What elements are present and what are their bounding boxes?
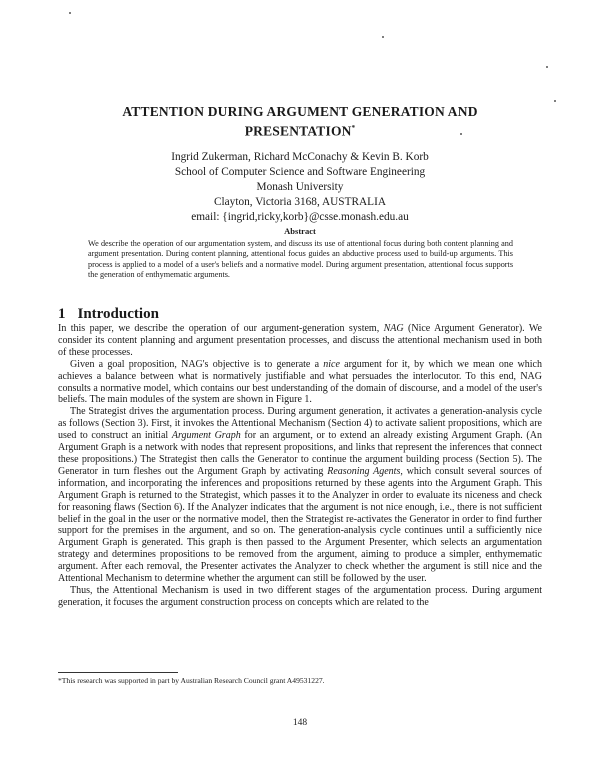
title-line-2-wrap [60, 120, 540, 140]
title-line-1: ATTENTION DURING ARGUMENT GENERATION AND [122, 104, 478, 119]
body-text [58, 323, 542, 609]
p2-nice: nice [323, 358, 340, 370]
author-block [60, 150, 540, 225]
p2-text-b: argument for it, by which we mean one which achieves a balance between what is normatively justifiable and what persuades the interlocutor. To this end, NAG consults a normative model, which contains our best understanding of the domain of discourse, and a model of the user's beliefs. The main modules of the system are shown in Figure 1. [58, 358, 542, 406]
paragraph-4: Thus, the Attentional Mechanism is used in two different stages of the argumentation process. During argument generation, it focuses the argument construction process on concepts which are related to the [58, 584, 542, 608]
p3-argument-graph: Argument Graph [171, 430, 241, 442]
email: email: {ingrid,ricky,korb}@csse.monash.edu.au [191, 211, 409, 223]
title-footnote-mark: * [351, 124, 356, 132]
footnote-rule [58, 672, 178, 673]
paper-title [60, 103, 540, 140]
p1-text-b: (Nice Argument Generator). We consider its content planning and argument presentation processes, and discuss the attentional mechanism used in both of these processes. [58, 323, 542, 358]
p3-text-a: The Strategist drives the argumentation process. During argument generation, it activates a generation-analysis cycle as follows (Section 3). First, it invokes the Attentional Mechanism (Section 4) to activate salient propositions, which are used to construct an initial [58, 406, 542, 442]
institution: Monash University [256, 181, 344, 193]
p3-text-c: , which consult several sources of information, and incorporating the inferences and propositions returned by these agents into the Argument Graph. This Argument Graph is returned to the Strategist, which passes it to the Analyzer in order to evaluate its niceness and check for reasoning flaws (Section 6). If the Analyzer indicates that the argument is not nice enough, i.e., there is not sufficient belief in the goal in the user or the normative model, then the Strategist re-activates the Generator in order to find further support for the premises in the argument, and so on. The generation-analysis cycle continues until a sufficiently nice Argument Graph is generated. This graph is then passed to the Argument Presenter, which selects an argumentation strategy and determines propositions to be removed from the argument, aiming to produce a simpler, enthymematic argument. After each removal, the Presenter activates the Analyzer to check whether the argument is still nice and the Attentional Mechanism to determine whether the argument can still be followed by the user. [58, 465, 542, 585]
author-names: Ingrid Zukerman, Richard McConachy & Kevin B. Korb [171, 151, 429, 163]
scan-speck [554, 100, 556, 102]
scan-speck [69, 12, 71, 14]
scan-speck [546, 66, 548, 68]
abstract-body: We describe the operation of our argumentation system, and discuss its use of attentional focus during both content planning and argument presentation. During content planning, attentional focus guides an abductive process used to build-up arguments. This process is applied to a model of a user's beliefs and a normative model. During argument presentation, attentional focus supports the generation of enthymematic arguments. [88, 239, 513, 280]
p2-text-a: Given a goal proposition, NAG's objective is to generate a [70, 358, 324, 370]
page-number: 148 [292, 718, 308, 728]
p1-text-a: In this paper, we describe the operation of our argument-generation system, [58, 323, 384, 334]
abstract-heading: Abstract [284, 226, 316, 236]
paragraph-3 [58, 406, 542, 585]
p1-nag: NAG [383, 323, 404, 334]
scan-speck [460, 133, 462, 135]
p3-reasoning-agents: Reasoning Agents [327, 465, 401, 477]
scan-speck [382, 36, 384, 38]
p3-text-b: for an argument, or to extend an already existing Argument Graph. (An Argument Graph is a network with nodes that represent propositions, and links that represent the inferences that connect these propositions.) The Strategist then calls the Generator to continue the argument building process (Section 5). The Generator in turn fleshes out the Argument Graph by activating [58, 430, 542, 477]
section-number: 1 [58, 306, 66, 322]
title-line-2: PRESENTATION [244, 123, 352, 139]
section-heading [58, 306, 159, 323]
affiliation: School of Computer Science and Software Engineering [174, 166, 426, 178]
section-title: Introduction [77, 306, 159, 322]
paragraph-2 [58, 359, 542, 407]
paragraph-1 [58, 323, 542, 359]
address: Clayton, Victoria 3168, AUSTRALIA [213, 196, 386, 208]
footnote: *This research was supported in part by Australian Research Council grant A49531227. [58, 676, 325, 685]
